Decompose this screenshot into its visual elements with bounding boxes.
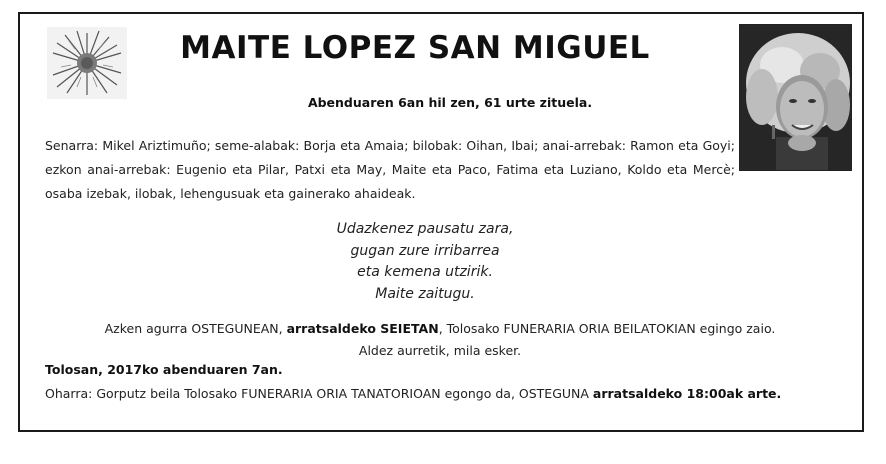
- poem-line: eta kemena utzirik.: [357, 264, 493, 280]
- note-time: arratsaldeko 18:00ak arte.: [592, 386, 782, 401]
- death-announcement: Abenduaren 6an hil zen, 61 urte zituela.: [307, 95, 593, 110]
- thanks-line: Aldez aurretik, mila esker.: [358, 343, 522, 358]
- portrait-image: [740, 25, 852, 171]
- note-prefix: Oharra: Gorputz beila Tolosako FUNERARIA ORIA TANATORIOAN egongo da, OSTEGUNA: [45, 386, 593, 401]
- thistle-icon: [47, 27, 127, 99]
- portrait-photo: [739, 24, 852, 171]
- wake-note: [45, 386, 781, 401]
- poem-line: gugan zure irribarrea: [350, 242, 500, 259]
- poem-line: Udazkenez pausatu zara,: [336, 221, 514, 237]
- place-date: Tolosan, 2017ko abenduaren 7an.: [45, 362, 283, 377]
- ceremony-prefix: Azken agurra OSTEGUNEAN,: [104, 321, 287, 336]
- ceremony-line: [40, 318, 840, 340]
- ceremony-time: arratsaldeko SEIETAN: [286, 321, 439, 336]
- ceremony-suffix: , Tolosako FUNERARIA ORIA BEILATOKIAN egingo zaio.: [438, 321, 776, 336]
- poem-line: Maite zaitugu.: [375, 285, 475, 302]
- ceremony-info: [40, 318, 840, 362]
- relatives-list: Senarra: Mikel Ariztimuño; seme-alabak: Borja eta Amaia; bilobak: Oihan, Ibai; anai-arrebak: Ramon eta Goyi; ezkon anai-arrebak: Eugenio eta Pilar, Patxi eta May, Maite eta Paco, Fatima eta Luziano, Koldo eta Mercè; osaba izebak, ilobak, lehengusuak eta gainerako ahaideak.: [45, 138, 735, 201]
- poem: [250, 219, 600, 305]
- deceased-name: MAITE LOPEZ SAN MIGUEL: [180, 30, 650, 66]
